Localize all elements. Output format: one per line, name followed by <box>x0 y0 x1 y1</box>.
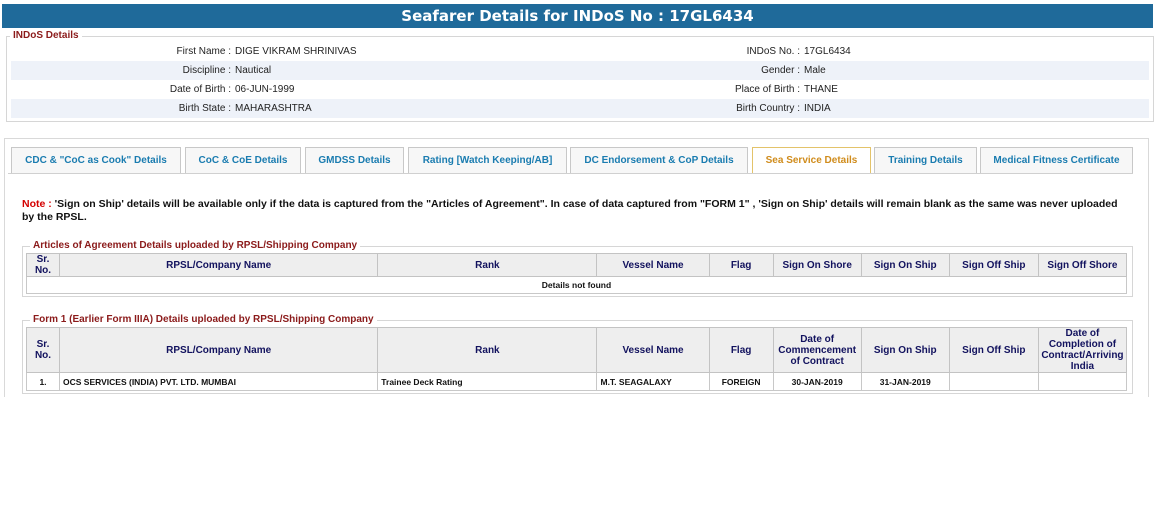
column-header: Sr. No. <box>27 328 60 373</box>
table-header-row <box>27 328 1127 373</box>
column-header: Flag <box>709 328 773 373</box>
indos-row-first-name <box>11 42 1149 61</box>
indos-details-legend: INDoS Details <box>10 30 82 42</box>
column-header: Sign On Shore <box>773 254 861 277</box>
dob-value: 06-JUN-1999 <box>235 84 295 95</box>
column-header: Vessel Name <box>597 254 709 277</box>
column-header: Rank <box>378 254 597 277</box>
first-name-label: First Name : <box>176 46 231 57</box>
place-of-birth-label: Place of Birth : <box>734 84 800 95</box>
cell-flag: FOREIGN <box>709 373 773 391</box>
gender-label: Gender : <box>761 65 800 76</box>
birth-state-value: MAHARASHTRA <box>235 103 312 114</box>
cell-completion-date <box>1038 373 1126 391</box>
indos-row-discipline <box>11 61 1149 80</box>
birth-state-label: Birth State : <box>178 103 231 114</box>
column-header: RPSL/Company Name <box>60 254 378 277</box>
column-header: Sr. No. <box>27 254 60 277</box>
tab-cdc-coc-as-cook[interactable]: CDC & "CoC as Cook" Details <box>11 147 181 174</box>
column-header: Vessel Name <box>597 328 709 373</box>
form1-legend: Form 1 (Earlier Form IIIA) Details uploaded by RPSL/Shipping Company <box>30 314 377 326</box>
column-header: Sign On Ship <box>861 254 949 277</box>
column-header: Sign On Ship <box>861 328 949 373</box>
discipline-value: Nautical <box>235 65 272 76</box>
articles-of-agreement-legend: Articles of Agreement Details uploaded by RPSL/Shipping Company <box>30 240 360 252</box>
column-header: RPSL/Company Name <box>60 328 378 373</box>
tab-divider <box>8 173 1133 174</box>
column-header: Flag <box>709 254 773 277</box>
page-title: Seafarer Details for INDoS No : 17GL6434 <box>2 4 1153 28</box>
cell-sign-on-ship: 31-JAN-2019 <box>861 373 949 391</box>
tab-gmdss[interactable]: GMDSS Details <box>305 147 404 174</box>
dob-label: Date of Birth : <box>169 84 231 95</box>
note-label: Note : <box>22 198 52 210</box>
table-row <box>27 277 1127 294</box>
cell-rank: Trainee Deck Rating <box>378 373 597 391</box>
column-header: Sign Off Ship <box>949 328 1038 373</box>
empty-message: Details not found <box>27 277 1127 294</box>
column-header: Date of Commencement of Contract <box>773 328 861 373</box>
note-text: 'Sign on Ship' details will be available only if the data is captured from the "Articles of Agreement". In case of data captured from "FORM 1" , 'Sign on Ship' details will remain blank as the same was never uploaded by the RPSL. <box>22 198 1118 223</box>
indos-no-value: 17GL6434 <box>804 46 851 57</box>
sea-service-note <box>22 198 1132 224</box>
cell-sr-no: 1. <box>27 373 60 391</box>
table-header-row <box>27 254 1127 277</box>
tab-medical-fitness[interactable]: Medical Fitness Certificate <box>980 147 1133 174</box>
form1-table <box>26 327 1127 391</box>
column-header: Rank <box>378 328 597 373</box>
tab-dc-endorsement-cop[interactable]: DC Endorsement & CoP Details <box>570 147 748 174</box>
birth-country-value: INDIA <box>804 103 831 114</box>
tab-coc-coe[interactable]: CoC & CoE Details <box>185 147 301 174</box>
place-of-birth-value: THANE <box>804 84 838 95</box>
birth-country-label: Birth Country : <box>736 103 800 114</box>
table-row <box>27 373 1127 391</box>
articles-of-agreement-table <box>26 253 1127 294</box>
cell-vessel-name: M.T. SEAGALAXY <box>597 373 709 391</box>
column-header: Sign Off Shore <box>1038 254 1126 277</box>
cell-commencement-date: 30-JAN-2019 <box>773 373 861 391</box>
column-header: Sign Off Ship <box>949 254 1038 277</box>
cell-sign-off-ship <box>949 373 1038 391</box>
indos-row-dob <box>11 80 1149 99</box>
indos-row-birth-state <box>11 99 1149 118</box>
discipline-label: Discipline : <box>182 65 231 76</box>
column-header: Date of Completion of Contract/Arriving India <box>1038 328 1126 373</box>
indos-no-label: INDoS No. : <box>746 46 800 57</box>
gender-value: Male <box>804 65 826 76</box>
indos-details-panel <box>6 36 1154 122</box>
first-name-value: DIGE VIKRAM SHRINIVAS <box>235 46 357 57</box>
cell-company-name: OCS SERVICES (INDIA) PVT. LTD. MUMBAI <box>60 373 378 391</box>
tab-training[interactable]: Training Details <box>874 147 977 174</box>
tab-sea-service[interactable]: Sea Service Details <box>752 147 871 174</box>
tab-rating-watch-keeping[interactable]: Rating [Watch Keeping/AB] <box>408 147 567 174</box>
